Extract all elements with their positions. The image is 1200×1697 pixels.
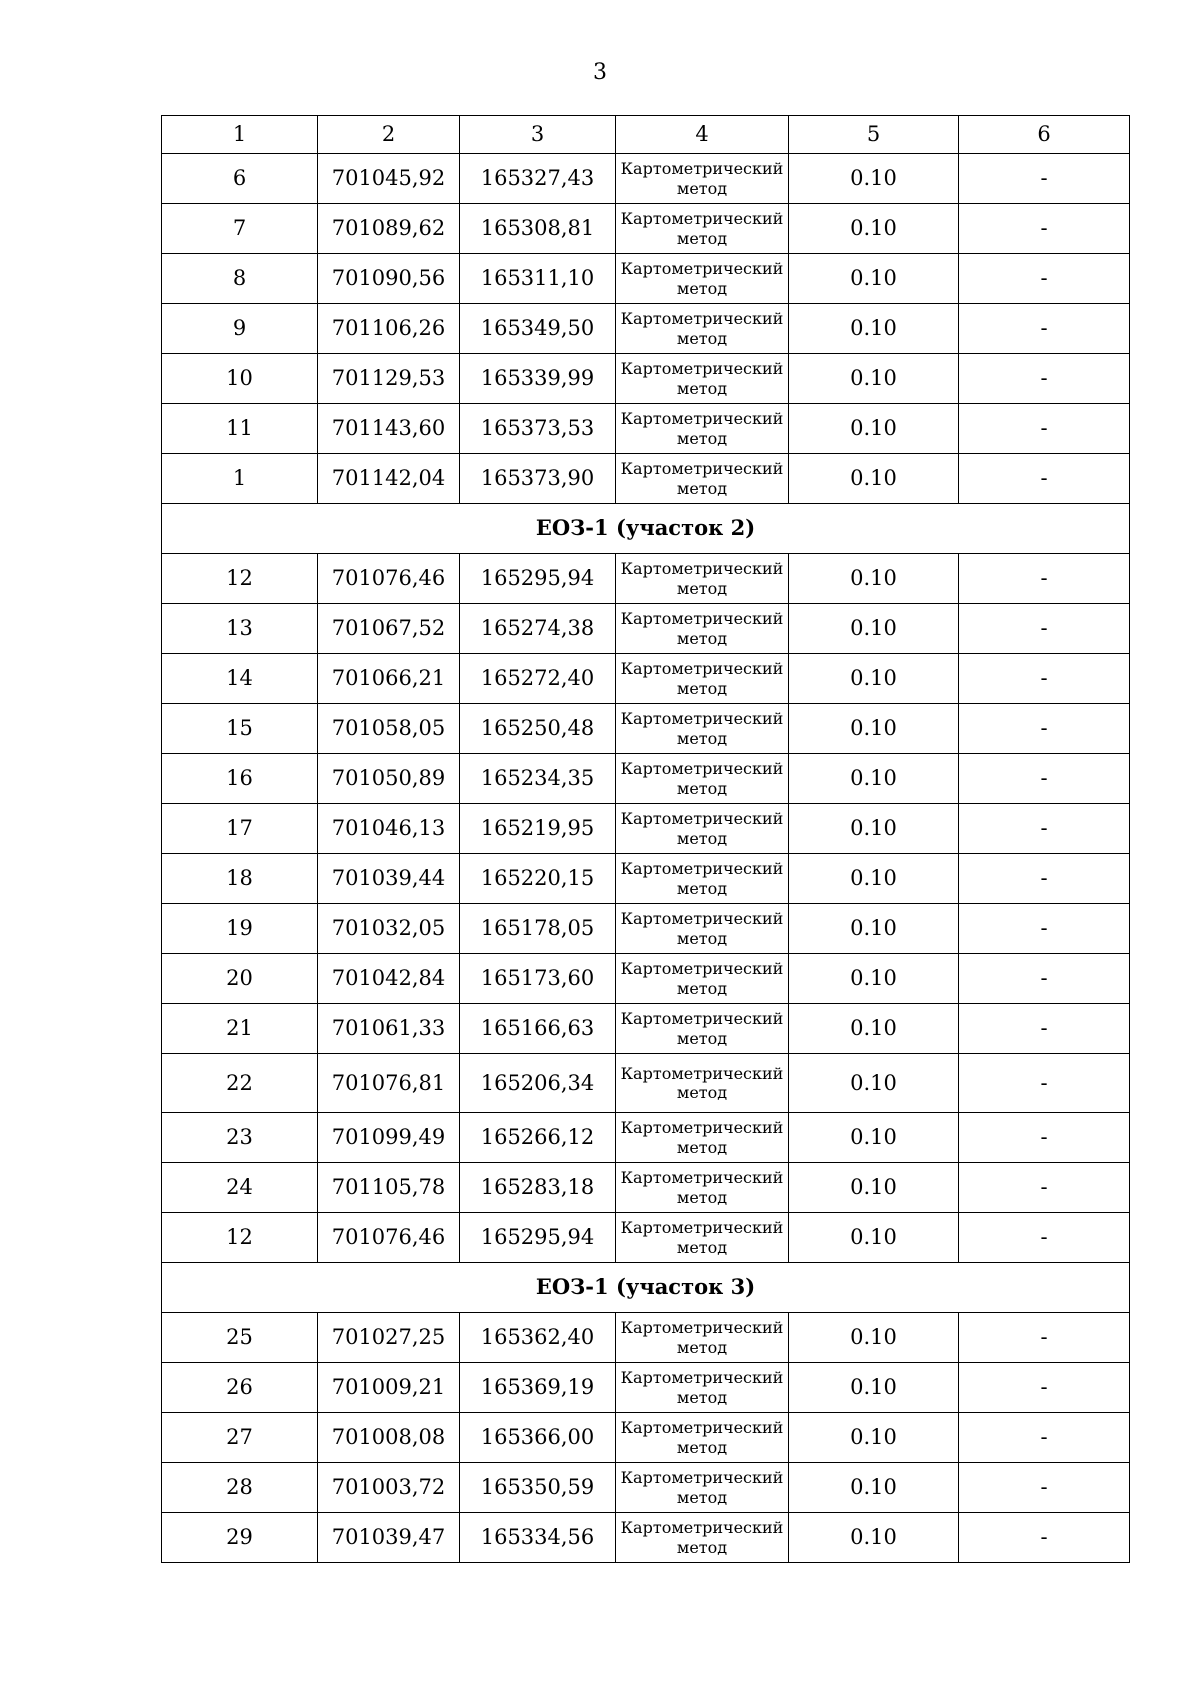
table-row [162, 704, 1130, 754]
note-cell: - [959, 254, 1130, 304]
method-cell: Картометрический метод [616, 1363, 789, 1413]
table-row [162, 304, 1130, 354]
x-coordinate-cell: 701045,92 [318, 154, 460, 204]
method-cell: Картометрический метод [616, 754, 789, 804]
note-cell: - [959, 804, 1130, 854]
point-number-cell: 17 [162, 804, 318, 854]
note-cell: - [959, 904, 1130, 954]
table-row [162, 254, 1130, 304]
table-row [162, 404, 1130, 454]
table-row [162, 1313, 1130, 1363]
accuracy-cell: 0.10 [789, 804, 959, 854]
point-number-cell: 19 [162, 904, 318, 954]
method-cell: Картометрический метод [616, 1313, 789, 1363]
column-header: 6 [959, 116, 1130, 154]
accuracy-cell: 0.10 [789, 304, 959, 354]
section-header-row [162, 504, 1130, 554]
note-cell: - [959, 1363, 1130, 1413]
accuracy-cell: 0.10 [789, 154, 959, 204]
y-coordinate-cell: 165272,40 [460, 654, 616, 704]
method-cell: Картометрический метод [616, 204, 789, 254]
point-number-cell: 13 [162, 604, 318, 654]
method-cell: Картометрический метод [616, 254, 789, 304]
page-number: 3 [593, 60, 607, 85]
y-coordinate-cell: 165295,94 [460, 1213, 616, 1263]
table-row [162, 604, 1130, 654]
accuracy-cell: 0.10 [789, 954, 959, 1004]
x-coordinate-cell: 701039,44 [318, 854, 460, 904]
point-number-cell: 22 [162, 1054, 318, 1113]
table-row [162, 1513, 1130, 1563]
accuracy-cell: 0.10 [789, 904, 959, 954]
accuracy-cell: 0.10 [789, 404, 959, 454]
column-header: 1 [162, 116, 318, 154]
point-number-cell: 27 [162, 1413, 318, 1463]
x-coordinate-cell: 701061,33 [318, 1004, 460, 1054]
accuracy-cell: 0.10 [789, 854, 959, 904]
note-cell: - [959, 1413, 1130, 1463]
note-cell: - [959, 204, 1130, 254]
y-coordinate-cell: 165373,53 [460, 404, 616, 454]
point-number-cell: 23 [162, 1113, 318, 1163]
table-row [162, 354, 1130, 404]
method-cell: Картометрический метод [616, 1054, 789, 1113]
column-number-header-row [162, 116, 1130, 154]
x-coordinate-cell: 701027,25 [318, 1313, 460, 1363]
section-header-row [162, 1263, 1130, 1313]
method-cell: Картометрический метод [616, 1163, 789, 1213]
accuracy-cell: 0.10 [789, 204, 959, 254]
point-number-cell: 29 [162, 1513, 318, 1563]
y-coordinate-cell: 165362,40 [460, 1313, 616, 1363]
method-cell: Картометрический метод [616, 1113, 789, 1163]
point-number-cell: 16 [162, 754, 318, 804]
y-coordinate-cell: 165274,38 [460, 604, 616, 654]
note-cell: - [959, 854, 1130, 904]
accuracy-cell: 0.10 [789, 1163, 959, 1213]
point-number-cell: 28 [162, 1463, 318, 1513]
y-coordinate-cell: 165206,34 [460, 1054, 616, 1113]
x-coordinate-cell: 701089,62 [318, 204, 460, 254]
table-row [162, 1004, 1130, 1054]
x-coordinate-cell: 701050,89 [318, 754, 460, 804]
y-coordinate-cell: 165349,50 [460, 304, 616, 354]
x-coordinate-cell: 701066,21 [318, 654, 460, 704]
method-cell: Картометрический метод [616, 304, 789, 354]
method-cell: Картометрический метод [616, 804, 789, 854]
column-header: 2 [318, 116, 460, 154]
y-coordinate-cell: 165334,56 [460, 1513, 616, 1563]
table-row [162, 204, 1130, 254]
note-cell: - [959, 604, 1130, 654]
y-coordinate-cell: 165266,12 [460, 1113, 616, 1163]
x-coordinate-cell: 701076,81 [318, 1054, 460, 1113]
method-cell: Картометрический метод [616, 1513, 789, 1563]
table-row [162, 1163, 1130, 1213]
method-cell: Картометрический метод [616, 704, 789, 754]
section-title: ЕОЗ-1 (участок 3) [162, 1263, 1130, 1313]
method-cell: Картометрический метод [616, 1413, 789, 1463]
table-row [162, 1413, 1130, 1463]
method-cell: Картометрический метод [616, 554, 789, 604]
accuracy-cell: 0.10 [789, 1413, 959, 1463]
note-cell: - [959, 1463, 1130, 1513]
y-coordinate-cell: 165373,90 [460, 454, 616, 504]
point-number-cell: 20 [162, 954, 318, 1004]
x-coordinate-cell: 701008,08 [318, 1413, 460, 1463]
note-cell: - [959, 1054, 1130, 1113]
x-coordinate-cell: 701076,46 [318, 1213, 460, 1263]
accuracy-cell: 0.10 [789, 1004, 959, 1054]
table-row [162, 904, 1130, 954]
y-coordinate-cell: 165339,99 [460, 354, 616, 404]
table-row [162, 1363, 1130, 1413]
note-cell: - [959, 1113, 1130, 1163]
method-cell: Картометрический метод [616, 1004, 789, 1054]
y-coordinate-cell: 165327,43 [460, 154, 616, 204]
table-row [162, 1213, 1130, 1263]
table-row [162, 754, 1130, 804]
x-coordinate-cell: 701142,04 [318, 454, 460, 504]
note-cell: - [959, 1313, 1130, 1363]
point-number-cell: 1 [162, 454, 318, 504]
note-cell: - [959, 704, 1130, 754]
y-coordinate-cell: 165311,10 [460, 254, 616, 304]
y-coordinate-cell: 165366,00 [460, 1413, 616, 1463]
y-coordinate-cell: 165295,94 [460, 554, 616, 604]
accuracy-cell: 0.10 [789, 1213, 959, 1263]
point-number-cell: 9 [162, 304, 318, 354]
method-cell: Картометрический метод [616, 154, 789, 204]
x-coordinate-cell: 701090,56 [318, 254, 460, 304]
x-coordinate-cell: 701032,05 [318, 904, 460, 954]
y-coordinate-cell: 165219,95 [460, 804, 616, 854]
note-cell: - [959, 404, 1130, 454]
method-cell: Картометрический метод [616, 854, 789, 904]
x-coordinate-cell: 701046,13 [318, 804, 460, 854]
method-cell: Картометрический метод [616, 1213, 789, 1263]
note-cell: - [959, 304, 1130, 354]
method-cell: Картометрический метод [616, 454, 789, 504]
accuracy-cell: 0.10 [789, 354, 959, 404]
method-cell: Картометрический метод [616, 354, 789, 404]
accuracy-cell: 0.10 [789, 1113, 959, 1163]
table-row [162, 1113, 1130, 1163]
x-coordinate-cell: 701042,84 [318, 954, 460, 1004]
x-coordinate-cell: 701067,52 [318, 604, 460, 654]
note-cell: - [959, 1004, 1130, 1054]
accuracy-cell: 0.10 [789, 1363, 959, 1413]
table-row [162, 854, 1130, 904]
x-coordinate-cell: 701058,05 [318, 704, 460, 754]
coordinates-table [161, 115, 1130, 1563]
point-number-cell: 7 [162, 204, 318, 254]
note-cell: - [959, 1513, 1130, 1563]
note-cell: - [959, 554, 1130, 604]
note-cell: - [959, 954, 1130, 1004]
point-number-cell: 11 [162, 404, 318, 454]
accuracy-cell: 0.10 [789, 604, 959, 654]
accuracy-cell: 0.10 [789, 1463, 959, 1513]
table-row [162, 154, 1130, 204]
column-header: 4 [616, 116, 789, 154]
accuracy-cell: 0.10 [789, 654, 959, 704]
point-number-cell: 15 [162, 704, 318, 754]
accuracy-cell: 0.10 [789, 704, 959, 754]
point-number-cell: 21 [162, 1004, 318, 1054]
table-row [162, 1463, 1130, 1513]
method-cell: Картометрический метод [616, 404, 789, 454]
point-number-cell: 24 [162, 1163, 318, 1213]
method-cell: Картометрический метод [616, 904, 789, 954]
table-row [162, 554, 1130, 604]
note-cell: - [959, 354, 1130, 404]
y-coordinate-cell: 165178,05 [460, 904, 616, 954]
accuracy-cell: 0.10 [789, 1513, 959, 1563]
x-coordinate-cell: 701129,53 [318, 354, 460, 404]
table-row [162, 454, 1130, 504]
point-number-cell: 18 [162, 854, 318, 904]
table-row [162, 1054, 1130, 1113]
method-cell: Картометрический метод [616, 654, 789, 704]
x-coordinate-cell: 701105,78 [318, 1163, 460, 1213]
x-coordinate-cell: 701106,26 [318, 304, 460, 354]
accuracy-cell: 0.10 [789, 554, 959, 604]
table-row [162, 954, 1130, 1004]
point-number-cell: 12 [162, 1213, 318, 1263]
accuracy-cell: 0.10 [789, 1313, 959, 1363]
x-coordinate-cell: 701039,47 [318, 1513, 460, 1563]
y-coordinate-cell: 165234,35 [460, 754, 616, 804]
point-number-cell: 12 [162, 554, 318, 604]
note-cell: - [959, 754, 1130, 804]
column-header: 5 [789, 116, 959, 154]
point-number-cell: 14 [162, 654, 318, 704]
y-coordinate-cell: 165283,18 [460, 1163, 616, 1213]
point-number-cell: 6 [162, 154, 318, 204]
note-cell: - [959, 1163, 1130, 1213]
method-cell: Картометрический метод [616, 954, 789, 1004]
y-coordinate-cell: 165308,81 [460, 204, 616, 254]
point-number-cell: 8 [162, 254, 318, 304]
accuracy-cell: 0.10 [789, 1054, 959, 1113]
point-number-cell: 26 [162, 1363, 318, 1413]
accuracy-cell: 0.10 [789, 754, 959, 804]
note-cell: - [959, 654, 1130, 704]
y-coordinate-cell: 165250,48 [460, 704, 616, 754]
x-coordinate-cell: 701003,72 [318, 1463, 460, 1513]
x-coordinate-cell: 701143,60 [318, 404, 460, 454]
method-cell: Картометрический метод [616, 1463, 789, 1513]
y-coordinate-cell: 165173,60 [460, 954, 616, 1004]
y-coordinate-cell: 165220,15 [460, 854, 616, 904]
accuracy-cell: 0.10 [789, 454, 959, 504]
table-row [162, 654, 1130, 704]
point-number-cell: 25 [162, 1313, 318, 1363]
note-cell: - [959, 1213, 1130, 1263]
y-coordinate-cell: 165166,63 [460, 1004, 616, 1054]
method-cell: Картометрический метод [616, 604, 789, 654]
accuracy-cell: 0.10 [789, 254, 959, 304]
x-coordinate-cell: 701099,49 [318, 1113, 460, 1163]
y-coordinate-cell: 165350,59 [460, 1463, 616, 1513]
x-coordinate-cell: 701009,21 [318, 1363, 460, 1413]
table-body [162, 116, 1130, 1563]
column-header: 3 [460, 116, 616, 154]
x-coordinate-cell: 701076,46 [318, 554, 460, 604]
point-number-cell: 10 [162, 354, 318, 404]
note-cell: - [959, 154, 1130, 204]
table-row [162, 804, 1130, 854]
section-title: ЕОЗ-1 (участок 2) [162, 504, 1130, 554]
note-cell: - [959, 454, 1130, 504]
y-coordinate-cell: 165369,19 [460, 1363, 616, 1413]
